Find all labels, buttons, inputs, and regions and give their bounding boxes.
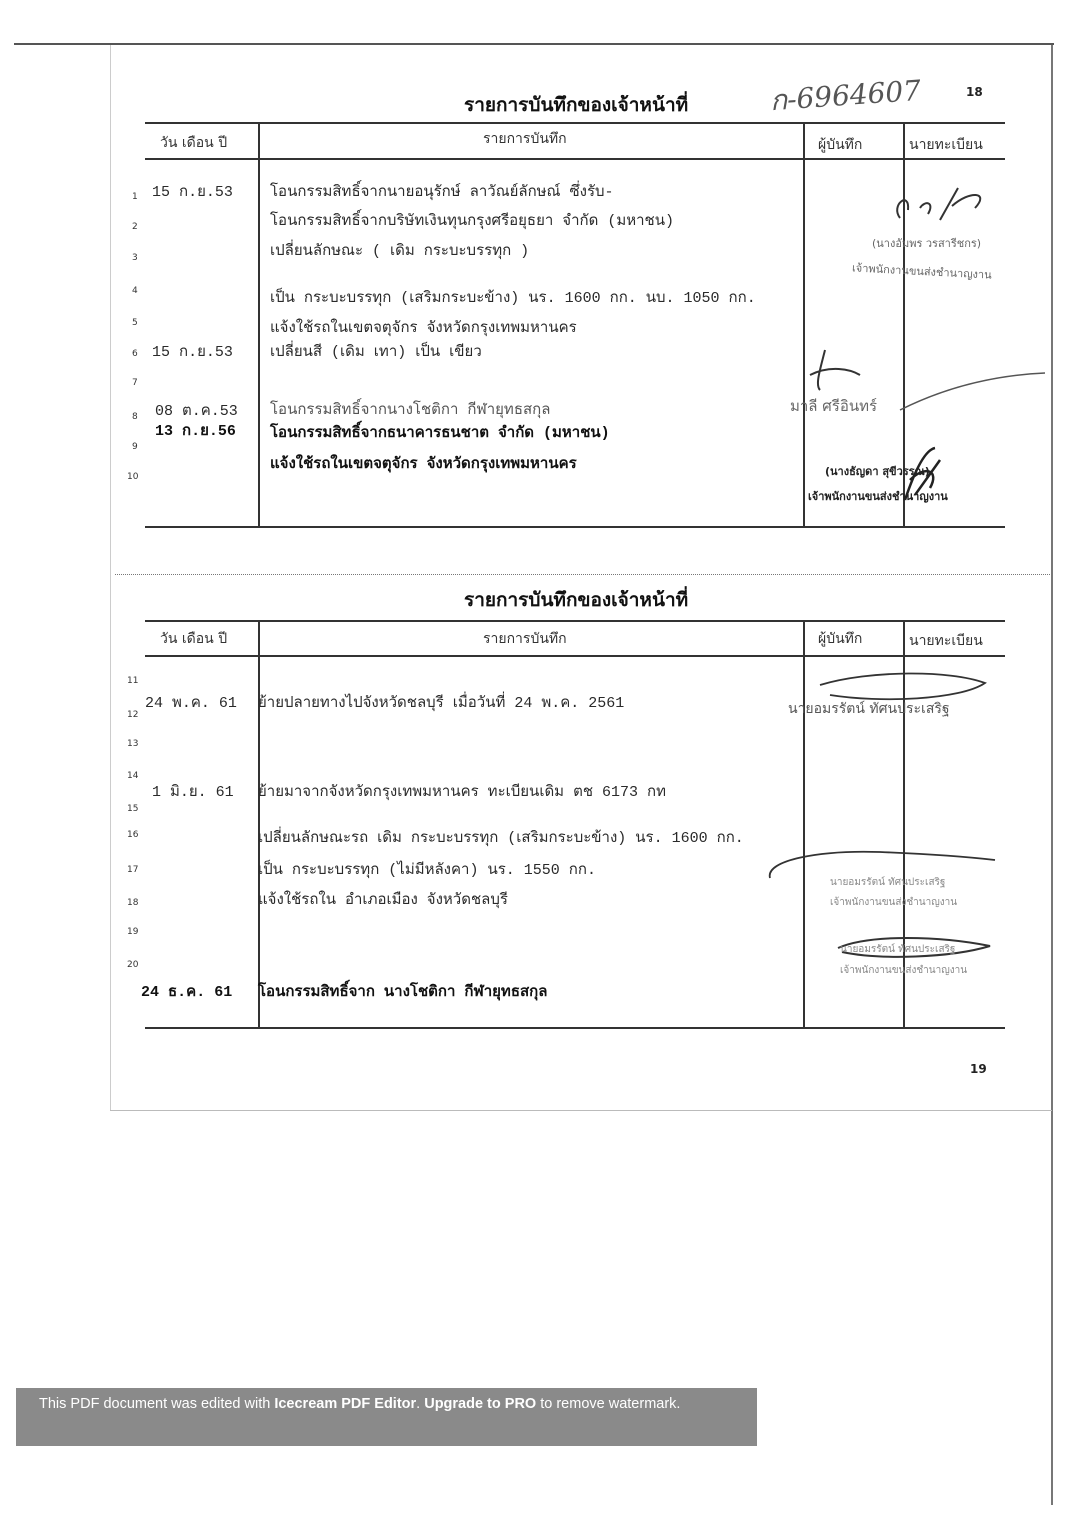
line-number: 13 — [127, 739, 139, 749]
entry-text: ย้ายมาจากจังหวัดกรุงเทพมหานคร ทะเบียนเดิม ตช 6173 กท — [258, 784, 666, 801]
top-header-recorder: ผู้บันทึก — [818, 137, 863, 153]
line-number: 17 — [127, 865, 139, 875]
line-number: 9 — [132, 442, 138, 452]
bottom-col-divider-1 — [258, 620, 260, 1028]
line-number: 2 — [132, 222, 138, 232]
entry-date: 24 พ.ค. 61 — [145, 695, 237, 712]
entry-date: 13 ก.ย.56 — [155, 423, 236, 440]
stamp-text: เจ้าพนักงานขนส่งชำนาญงาน — [808, 490, 948, 503]
page-lower-edge — [110, 1110, 1052, 1111]
watermark-banner — [16, 1388, 757, 1446]
entry-date: 15 ก.ย.53 — [152, 344, 233, 361]
entry-date: 24 ธ.ค. 61 — [141, 984, 233, 1001]
stamp-text: เจ้าพนักงานขนส่งชำนาญงาน — [840, 965, 968, 976]
bottom-header-registrar: นายทะเบียน — [909, 633, 983, 649]
line-number: 3 — [132, 253, 138, 263]
entry-text: ย้ายปลายทางไปจังหวัดชลบุรี เมื่อวันที่ 24 พ.ค. 2561 — [258, 695, 625, 712]
page-top-border — [14, 43, 1054, 45]
line-number: 20 — [127, 960, 139, 970]
line-number: 15 — [127, 804, 139, 814]
watermark-brand[interactable]: Icecream PDF Editor — [274, 1396, 417, 1412]
line-number: 12 — [127, 710, 139, 720]
entry-text: เป็น กระบะบรรทุก (ไม่มีหลังคา) นร. 1550 กก. — [258, 862, 596, 879]
entry-text: เปลี่ยนสี (เดิม เทา) เป็น เขียว — [270, 344, 482, 361]
bottom-section-title: รายการบันทึกของเจ้าหน้าที่ — [464, 589, 689, 611]
entry-text: แจ้งใช้รถในเขตจตุจักร จังหวัดกรุงเทพมหานคร — [270, 456, 577, 473]
signature-2 — [800, 345, 1050, 420]
entry-text: เปลี่ยนลักษณะ ( เดิม กระบะบรรทุก ) — [270, 243, 530, 260]
line-number: 4 — [132, 286, 138, 296]
entry-date: 1 มิ.ย. 61 — [152, 784, 234, 801]
bottom-table-header-line — [145, 655, 1005, 657]
stamp-text: นายอมรรัตน์ ทัศนประเสริฐ — [840, 944, 956, 955]
line-number: 18 — [127, 898, 139, 908]
top-col-divider-1 — [258, 122, 260, 527]
line-number: 7 — [132, 378, 138, 388]
entry-text: โอนกรรมสิทธิ์จากบริษัทเงินทุนกรุงศรีอยุธยา จำกัด (มหาชน) — [270, 213, 674, 230]
signature-1 — [880, 180, 1000, 230]
top-page-number: 18 — [966, 85, 983, 99]
fold-line — [115, 574, 1050, 575]
entry-text: แจ้งใช้รถในเขตจตุจักร จังหวัดกรุงเทพมหานคร — [270, 320, 577, 337]
stamp-text: เจ้าพนักงานขนส่งชำนาญงาน — [851, 261, 993, 282]
top-table-bottom-line — [145, 526, 1005, 528]
entry-text: เป็น กระบะบรรทุก (เสริมกระบะข้าง) นร. 1600 กก. นบ. 1050 กก. — [270, 290, 756, 307]
entry-text: แจ้งใช้รถใน อำเภอเมือง จังหวัดชลบุรี — [258, 892, 508, 909]
top-col-divider-2 — [803, 122, 805, 527]
line-number: 10 — [127, 472, 139, 482]
watermark-upgrade-link[interactable]: Upgrade to PRO — [424, 1396, 537, 1412]
line-number: 8 — [132, 412, 138, 422]
line-number: 14 — [127, 771, 139, 781]
top-header-date: วัน เดือน ปี — [160, 135, 228, 151]
entry-text: โอนกรรมสิทธิ์จากนางโชติกา กีฬายุทธสกุล — [270, 402, 551, 419]
bottom-page-number: 19 — [970, 1062, 987, 1076]
stamp-text: นายอมรรัตน์ ทัศนประเสริฐ — [788, 701, 950, 717]
top-table-header-line — [145, 158, 1005, 160]
entry-text: โอนกรรมสิทธิ์จากนายอนุรักษ์ ลาวัณย์ลักษณ์ ซึ่งรับ- — [270, 184, 614, 201]
entry-date: 15 ก.ย.53 — [152, 184, 233, 201]
line-number: 19 — [127, 927, 139, 937]
line-number: 6 — [132, 349, 138, 359]
handwritten-code: ก-6964607 — [768, 73, 923, 118]
entry-text: โอนกรรมสิทธิ์จาก นางโชติกา กีฬายุทธสกุล — [258, 984, 548, 1001]
page-right-border — [1051, 45, 1053, 1505]
bottom-header-date: วัน เดือน ปี — [160, 631, 228, 647]
bottom-header-entry: รายการบันทึก — [483, 631, 567, 647]
top-header-entry: รายการบันทึก — [483, 131, 567, 147]
watermark-prefix: This PDF document was edited with — [39, 1396, 275, 1412]
watermark-suffix: to remove watermark. — [536, 1396, 681, 1412]
page-left-edge — [110, 45, 111, 1110]
bottom-col-divider-2 — [803, 620, 805, 1028]
signature-3 — [895, 440, 955, 510]
top-table-top-line — [145, 122, 1005, 124]
bottom-table-bottom-line — [145, 1027, 1005, 1029]
top-header-registrar: นายทะเบียน — [909, 137, 983, 153]
line-number: 5 — [132, 318, 138, 328]
stamp-text: (นางธัญดา สุขีวรรณ) — [825, 465, 930, 478]
line-number: 16 — [127, 830, 139, 840]
entry-text: โอนกรรมสิทธิ์จากธนาคารธนชาต จำกัด (มหาชน) — [270, 425, 610, 442]
watermark-middle: . — [416, 1396, 425, 1412]
entry-text: เปลี่ยนลักษณะรถ เดิม กระบะบรรทุก (เสริมกระบะข้าง) นร. 1600 กก. — [258, 830, 744, 847]
bottom-header-recorder: ผู้บันทึก — [818, 631, 863, 647]
stamp-text: นายอมรรัตน์ ทัศนประเสริฐ — [830, 877, 946, 888]
stamp-text: (นางอัมพร วรสารีชกร) — [872, 237, 982, 250]
entry-date: 08 ต.ค.53 — [155, 403, 238, 420]
top-section-title: รายการบันทึกของเจ้าหน้าที่ — [464, 94, 689, 116]
line-number: 11 — [127, 676, 139, 686]
line-number: 1 — [132, 192, 138, 202]
stamp-text: มาลี ศรีอินทร์ — [790, 397, 878, 415]
stamp-text: เจ้าพนักงานขนส่งชำนาญงาน — [830, 897, 958, 908]
bottom-table-top-line — [145, 620, 1005, 622]
